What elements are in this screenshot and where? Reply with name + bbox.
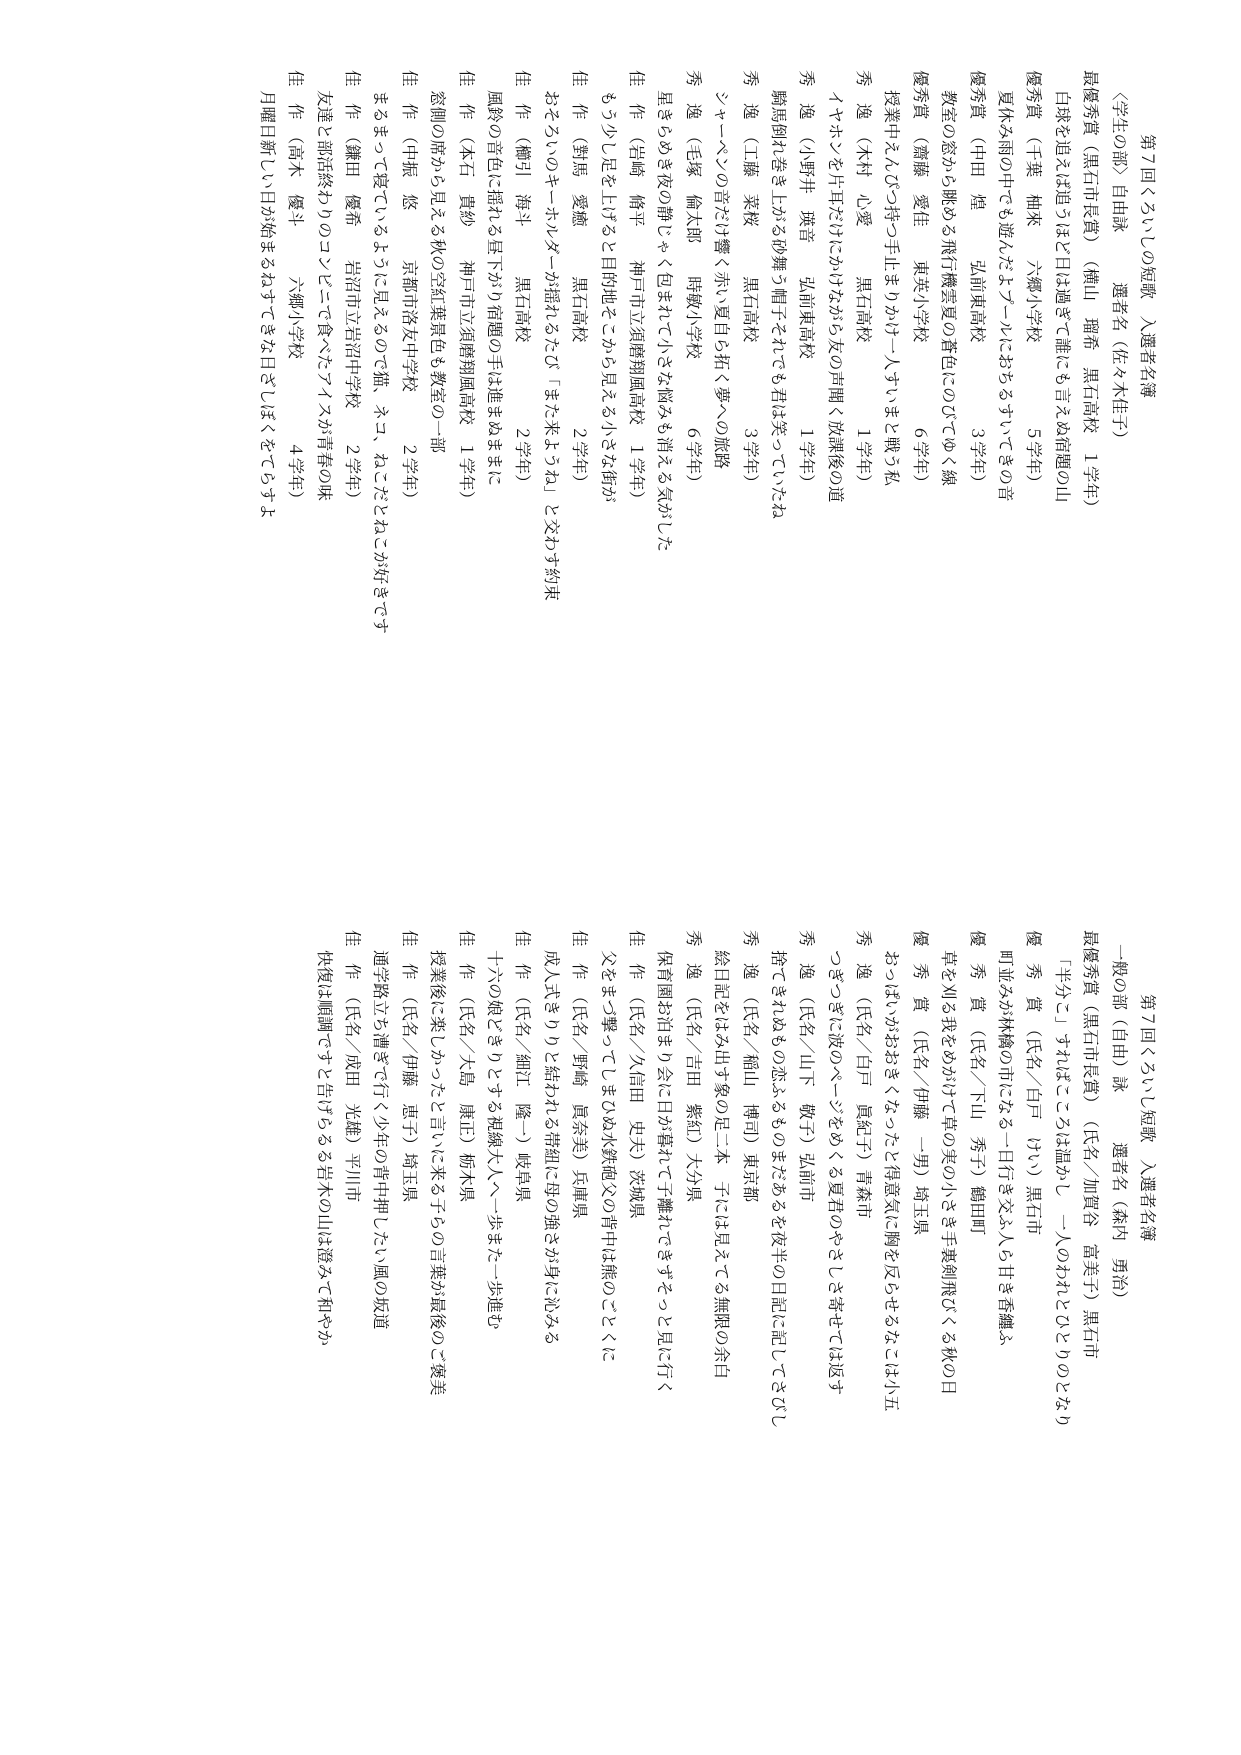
entry-head: 優 秀 賞 （氏名／白戸 けい）黒石市: [1024, 930, 1044, 1236]
entry-head: 佳 作 （對馬 愛癒 黒石高校 ２学年）: [570, 70, 590, 491]
entry-head: 優秀賞 （千葉 柚來 六郷小学校 ５学年）: [1024, 70, 1044, 491]
general-title: 第７回くろいし短歌 入選者名簿: [1138, 994, 1157, 1242]
student-section: [253, 70, 1162, 870]
entry-poem: 白球を追えば追うほど日は過ぎて誰にも言えぬ宿題の山: [1052, 90, 1072, 503]
entry-head: 佳 作 （氏名／伊藤 恵子）埼玉県: [399, 930, 419, 1203]
entry-poem: イヤホンを片耳だけにかけながら友の声聞く放課後の道: [825, 90, 845, 503]
student-title: 第７回くろいしの短歌 入選者名簿: [1138, 134, 1157, 398]
entry-head: 秀 逸 （工藤 菜桜 黒石高校 ３学年）: [740, 70, 760, 491]
entry-poem: 十六の娘どきりとする視線大人へ一歩また一歩進む: [485, 950, 505, 1330]
entry-poem: 教室の窓から眺める飛行機雲夏の蒼色にのびてゆく線: [939, 90, 959, 486]
entry-head: 秀 逸 （氏名／白戸 眞紀子）青森市: [854, 930, 874, 1219]
entry-head: 佳 作 （岩崎 脩平 神戸市立須磨翔風高校 １学年）: [626, 70, 646, 508]
entry-head: 佳 作 （氏名／野崎 眞奈美）兵庫県: [570, 930, 590, 1219]
entry-poem: 騎馬倒れ巻き上がる砂舞う帽子それでも君は笑っていたね: [768, 90, 788, 519]
entry-poem: つぎつぎに波のページをめくる夏君のやさしさ寄せては返す: [825, 950, 845, 1396]
entry-head: 佳 作 （氏名／久信田 史夫）茨城県: [626, 930, 646, 1219]
entry-head: 佳 作 （氏名／細江 隆一）岐阜県: [513, 930, 533, 1203]
entry-poem: まるまって寝ているように見えるので猫、ネコ、ねこだとねこが好きです: [371, 90, 391, 634]
entry-head: 佳 作 （氏名／大島 康正）栃木県: [456, 930, 476, 1203]
entry-head: 秀 逸 （毛塚 倫太郎 時敏小学校 ６学年）: [683, 70, 703, 491]
entry-head: 佳 作 （氏名／成田 光雄）平川市: [343, 930, 363, 1203]
entry-poem: 絵日記をはみ出す象の足二本 子には見えてる無限の余白: [712, 950, 732, 1379]
entry-head: 優 秀 賞 （氏名／下山 秀子）鶴田町: [967, 930, 987, 1236]
entry-poem: 町並みが林檎の市になる一日行き交ふ人ら甘き香纏ふ: [996, 950, 1016, 1346]
entry-poem: 星きらめき夜の静じゃく包まれて小さな悩みも消える気がした: [655, 90, 675, 552]
entry-poem: おそろいのキーホルダーが揺れるたび「また来ようね」と交わす約束: [541, 90, 561, 601]
entry-poem: 「半分こ」すればこころは温かし 一人のわれとひとりのとなり: [1052, 950, 1072, 1429]
entry-head: 秀 逸 （氏名／吉田 紫紅）大分県: [683, 930, 703, 1203]
entry-head: 佳 作 （櫛引 海斗 黒石高校 ２学年）: [513, 70, 533, 491]
entry-poem: 通学路立ち漕ぎで行く少年の背中押したい風の坂道: [371, 950, 391, 1330]
entry-poem: 夏休み雨の中でも遊んだよプールにおちるすいてきの音: [996, 90, 1016, 502]
entry-head: 佳 作 （本石 貴紗 神戸市立須磨翔風高校 １学年）: [456, 70, 476, 508]
entry-poem: おっぱいがおおきくなったと得意気に胸を反らせるなこは小五: [882, 950, 902, 1412]
entry-head: 優秀賞 （齋藤 愛佳 東英小学校 ６学年）: [910, 70, 930, 491]
entry-head: 最優秀賞（黒石市長賞） （横山 瑠希 黒石高校 １学年）: [1081, 70, 1101, 516]
entry-poem: 保育園お泊まり会に日が暮れて子離れできずそっと見に行く: [655, 950, 675, 1396]
student-subtitle: 〈学生の部〉自由詠 選者名（佐々木佳子）: [1109, 84, 1129, 447]
entry-head: 優秀賞 （中田 煌 弘前東高校 ３学年）: [967, 70, 987, 491]
entry-poem: 草を刈る我をめがけて草の実の小さき手裏剣飛びくる秋の日: [939, 950, 959, 1396]
entry-poem: 友達と部活終わりのコンビニで食べたアイスが青春の味: [314, 90, 334, 501]
entry-poem: 成人式きりりと結われる帯紐に母の強さが身に沁みる: [541, 950, 561, 1346]
entry-poem: 授業中えんぴつ持つ手止まりかけ一人すいまと戦う私: [882, 90, 902, 486]
entry-poem: 快復は順調ですと告げらるる岩木の山は澄みて和やか: [314, 950, 334, 1346]
entry-head: 佳 作 （高木 優斗 六郷小学校 ４学年）: [286, 70, 306, 508]
entry-head: 最優秀賞（黒石市長賞） （氏名／加賀谷 富美子）黒石市: [1081, 930, 1101, 1359]
entry-poem: 授業後に楽しかったと言いに来る子らの言葉が最後のご褒美: [428, 950, 448, 1396]
entry-head: 秀 逸 （木村 心愛 黒石高校 １学年）: [854, 70, 874, 491]
entry-poem: 月曜日新しい日が始まるねすてきな日ざしぼくをてらすよ: [257, 90, 277, 520]
entry-poem: シャーペンの音だけ響く赤い夏自ら拓く夢への旅路: [712, 90, 732, 470]
entry-head: 佳 作 （中振 悠 京都市洛友中学校 ２学年）: [399, 70, 419, 508]
entry-head: 秀 逸 （氏名／山下 敬子）弘前市: [797, 930, 817, 1203]
general-section: [309, 930, 1161, 1730]
general-subtitle: 一般の部（自由）詠 選者名（森内 勇治）: [1109, 944, 1129, 1307]
entry-head: 秀 逸 （氏名／稲山 博司）東京都: [740, 930, 760, 1203]
entry-poem: 窓側の席から見える秋の空紅葉景色も教室の一部: [428, 90, 448, 453]
entry-head: 秀 逸 （小野井 瑛音 弘前東高校 １学年）: [797, 70, 817, 491]
entry-poem: 捨てきれぬもの恋ふるものまだあるを夜半の日記に記してさびし: [768, 950, 788, 1429]
entry-poem: もう少し足を上げると目的地そこから見える小さな街が: [598, 90, 618, 503]
entry-poem: 風鈴の音色に揺れる昼下がり宿題の手は進まぬままに: [485, 90, 505, 486]
entry-poem: 父をまづ撃ってしまひぬ水鉄砲父の背中は熊のごとくに: [598, 950, 618, 1363]
entry-head: 佳 作 （鎌田 優希 岩沼市立岩沼中学校 ２学年）: [343, 70, 363, 508]
entry-head: 優 秀 賞 （氏名／伊藤 一男）埼玉県: [910, 930, 930, 1236]
